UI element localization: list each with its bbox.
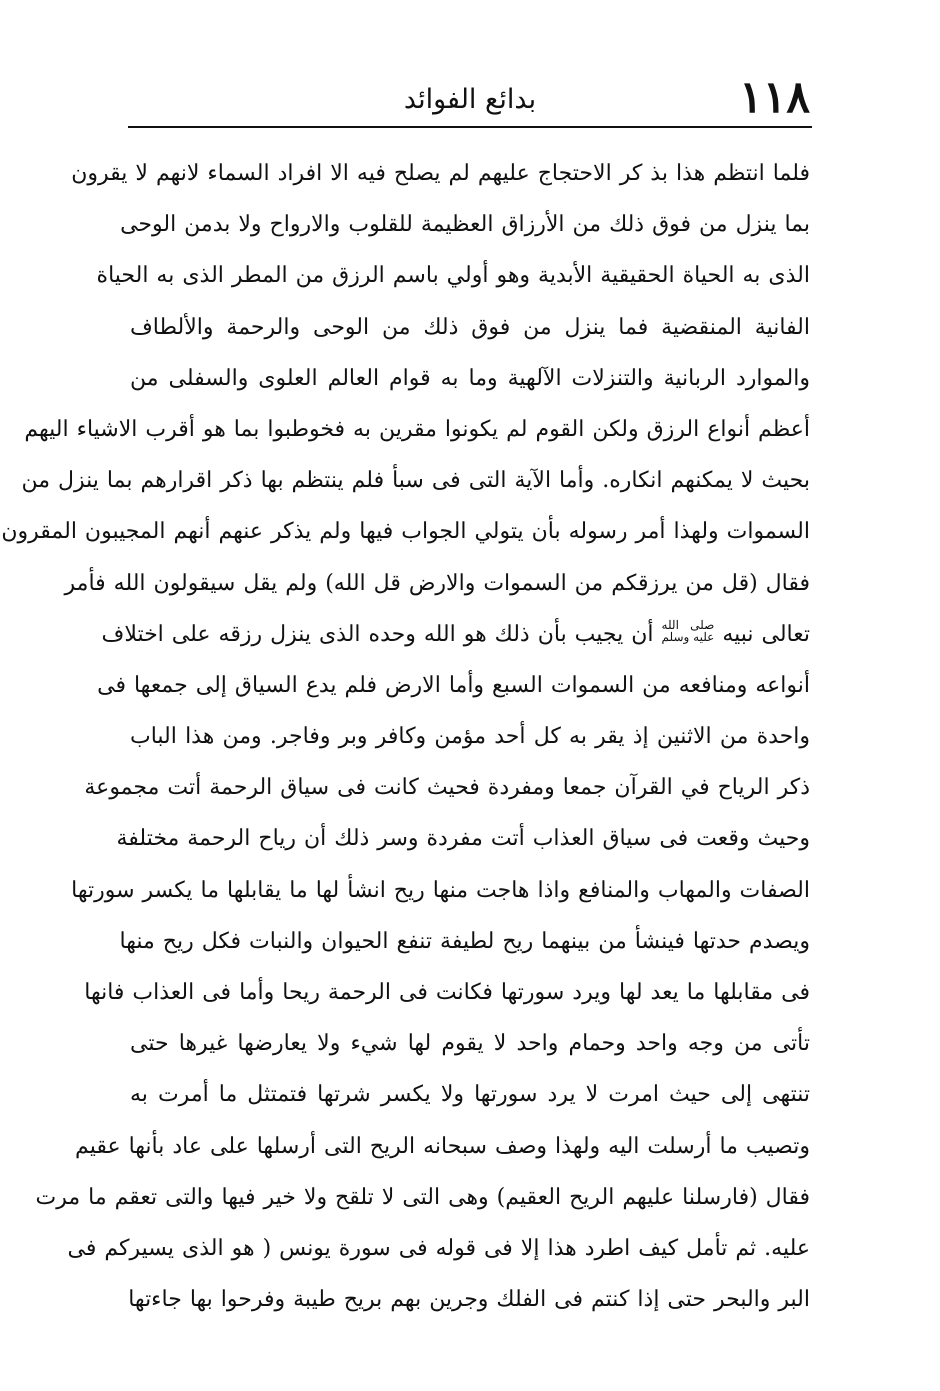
text-line: تنتهى إلى حيث امرت لا يرد سورتها ولا يكسر شرتها فتمتثل ما أمرت به <box>130 1082 811 1108</box>
line-rest: أن يجيب بأن ذلك هو الله وحده الذى ينزل رزقه على اختلاف <box>101 621 654 647</box>
header-rule <box>128 126 812 128</box>
honorific-top: صلى الله <box>661 617 715 632</box>
text-line-with-honorific <box>101 609 810 660</box>
text-line: بما ينزل من فوق ذلك من الأرزاق العظيمة للقلوب والارواح ولا بدمن الوحى <box>120 212 810 238</box>
page-number: ١١٨ <box>739 72 810 123</box>
text-line: الذى به الحياة الحقيقية الأبدية وهو أولي باسم الرزق من المطر الذى به الحياة <box>96 263 810 289</box>
text-line: وتصيب ما أرسلت اليه ولهذا وصف سبحانه الريح التى أرسلها على عاد بأنها عقيم <box>75 1133 810 1159</box>
text-line: ذكر الرياح في القرآن جمعا ومفردة فحيث كانت فى سياق الرحمة أتت مجموعة <box>84 775 810 801</box>
text-line: ويصدم حدتها فينشأ من بينهما ريح لطيفة تنفع الحيوان والنبات فكل ريح منها <box>119 928 810 954</box>
text-line: واحدة من الاثنين إذ يقر به كل أحد مؤمن وكافر وبر وفاجر. ومن هذا الباب <box>130 724 810 750</box>
text-line: فقال (قل من يرزقكم من السموات والارض قل الله) ولم يقل سيقولون الله فأمر <box>64 570 810 596</box>
text-line: بحيث لا يمكنهم انكاره. وأما الآية التى فى سبأ فلم ينتظم بها ذكر اقرارهم بما ينزل من <box>21 468 810 494</box>
text-line: البر والبحر حتى إذا كنتم فى الفلك وجرين بهم بريح طيبة وفرحوا بها جاءتها <box>128 1287 810 1313</box>
text-line: والموارد الربانية والتنزلات الآلهية وما به قوام العالم العلوى والسفلى من <box>130 365 810 391</box>
page-header <box>130 68 810 128</box>
book-title: بدائع الفوائد <box>403 84 537 115</box>
body-text <box>1 148 811 1325</box>
text-line: تأتى من وجه واحد وحمام واحد لا يقوم لها شيء ولا يعارضها غيرها حتى <box>130 1031 810 1057</box>
text-line: عليه. ثم تأمل كيف اطرد هذا إلا فى قوله فى سورة يونس ( هو الذى يسيركم فى <box>67 1235 810 1261</box>
honorific-bottom: عليه وسلم <box>661 629 715 644</box>
text-line: فى مقابلها ما يعد لها ويرد سورتها فكانت فى الرحمة ريحا وأما فى العذاب فانها <box>84 980 810 1005</box>
text-line: أعظم أنواع الرزق ولكن القوم لم يكونوا مقرين به فخوطبوا بما هو أقرب الاشياء اليهم <box>24 416 810 442</box>
line-prefix: تعالى نبيه <box>722 621 810 647</box>
text-line: أنواعه ومنافعه من السموات السبع وأما الارض فلم يدع السياق إلى جمعها فى <box>97 672 810 698</box>
text-line: الصفات والمهاب والمنافع واذا هاجت منها ريح انشأ لها ما يقابلها ما يكسر سورتها <box>71 877 810 903</box>
text-line: فقال (فارسلنا عليهم الريح العقيم) وهى التى لا تلقح ولا خير فيها والتى تعقم ما مرت <box>35 1184 810 1210</box>
text-line: الفانية المنقضية فما ينزل من فوق ذلك من الوحى والرحمة والألطاف <box>130 314 810 340</box>
text-line: وحيث وقعت فى سياق العذاب أتت مفردة وسر ذلك أن رياح الرحمة مختلفة <box>116 826 810 852</box>
text-line: فلما انتظم هذا بذ كر الاحتجاج عليهم لم يصلح فيه الا افراد السماء لانهم لا يقرون <box>71 161 810 186</box>
honorific-ligature <box>662 619 715 643</box>
text-line: السموات ولهذا أمر رسوله بأن يتولي الجواب فيها ولم يذكر عنهم أنهم المجيبون المقرون <box>1 519 810 545</box>
